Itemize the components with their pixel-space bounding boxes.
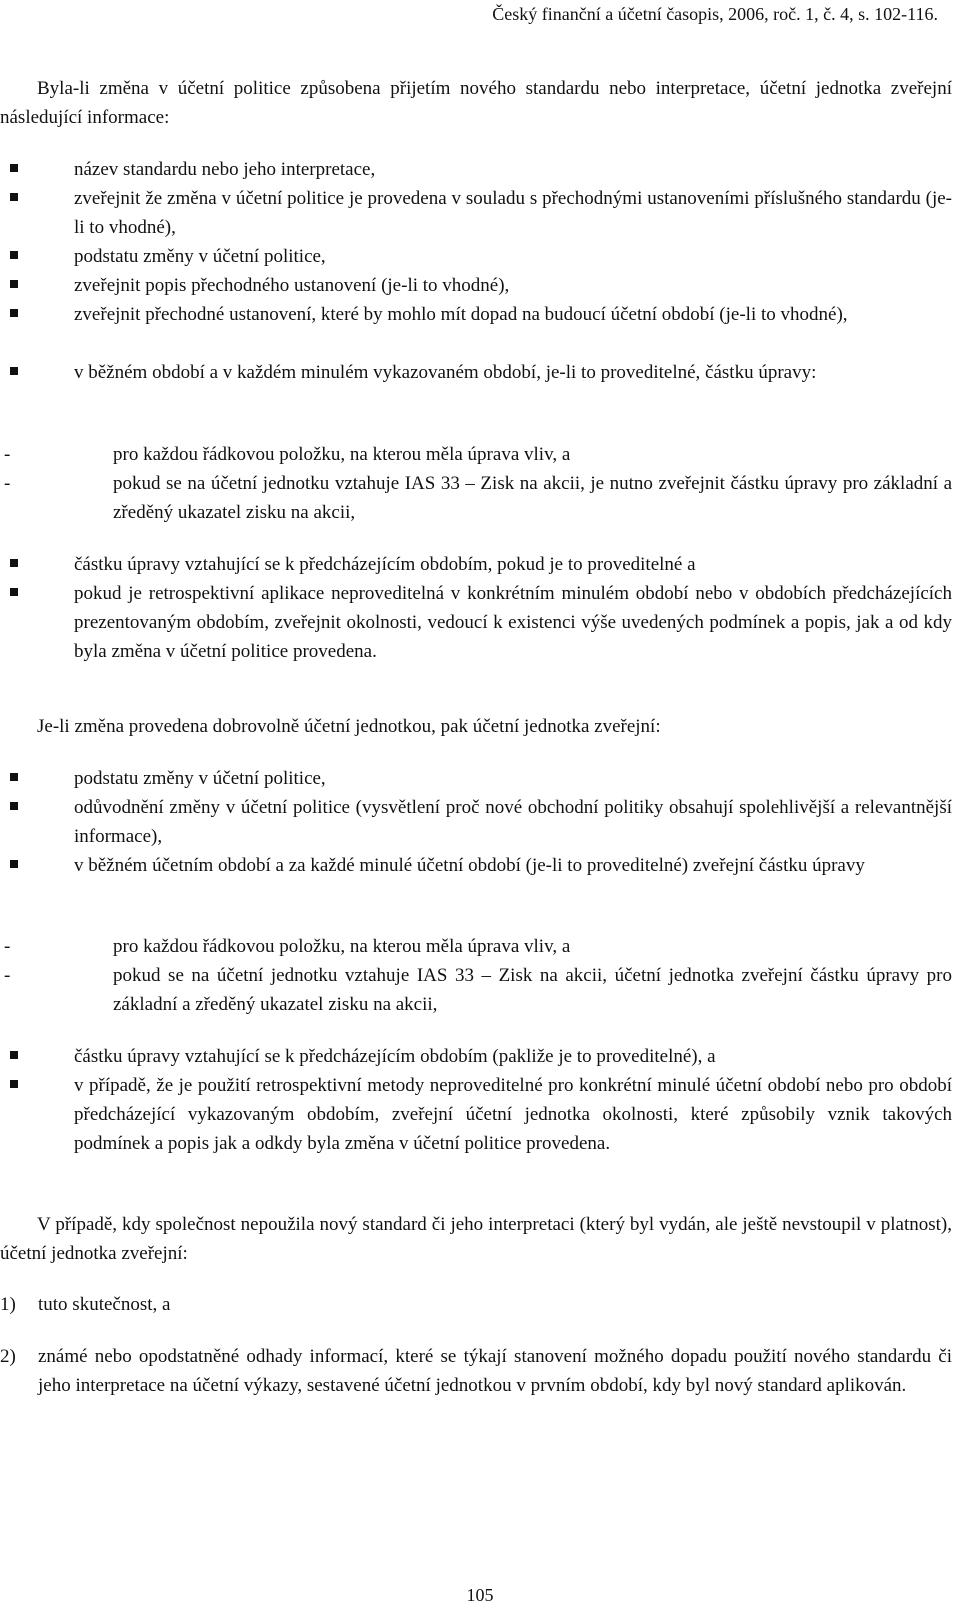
bullet-icon <box>10 559 20 569</box>
bullet-icon <box>10 280 20 290</box>
item-number: 1) <box>0 1294 16 1315</box>
bullet-icon <box>10 1080 20 1090</box>
list-item-text: zveřejnit popis přechodného ustanovení (je-li to vhodné), <box>74 275 510 296</box>
bullet-icon <box>10 309 20 319</box>
list-item-text: v běžném období a v každém minulém vykazovaném období, je-li to proveditelné, částku úpravy: <box>74 362 817 383</box>
sub-list-item <box>0 932 952 961</box>
sub-list-item <box>0 961 952 1019</box>
list-item <box>0 300 952 329</box>
bullet-icon <box>10 164 20 174</box>
list-item <box>0 1042 952 1071</box>
sub-list-item <box>0 440 952 469</box>
sub-list-item-text: pokud se na účetní jednotku vztahuje IAS 33 – Zisk na akcii, účetní jednotka zveřejní částku úpravy pro základní a zředěný ukazatel zisku na akcii, <box>113 965 952 1015</box>
list-item <box>0 242 952 271</box>
list-item-text: podstatu změny v účetní politice, <box>74 768 326 789</box>
sub-list-item-text: pro každou řádkovou položku, na kterou měla úprava vliv, a <box>113 444 571 465</box>
bullet-icon <box>10 1051 20 1061</box>
list-item-text: v běžném účetním období a za každé minulé účetní období (je-li to proveditelné) zveřejní částku úpravy <box>74 855 865 876</box>
dash-marker: - <box>4 965 11 986</box>
bullet-icon <box>10 367 20 377</box>
sub-list-item-text: pokud se na účetní jednotku vztahuje IAS 33 – Zisk na akcii, je nutno zveřejnit částku úpravy pro základní a zředěný ukazatel zisku na akcii, <box>113 473 952 523</box>
bullet-icon <box>10 251 20 261</box>
list-item <box>0 184 952 242</box>
bullet-icon <box>10 773 20 783</box>
list-item <box>0 764 952 793</box>
list-item <box>0 358 952 387</box>
numbered-item <box>0 1290 952 1319</box>
bullet-icon <box>10 588 20 598</box>
list-item <box>0 271 952 300</box>
list-item <box>0 1071 952 1158</box>
numbered-item-text: známé nebo opodstatněné odhady informací, které se týkají stanovení možného dopadu použití nového standardu či jeho interpretace na účetní výkazy, sestavené účetní jednotkou v prvním období, kdy byl nový standard aplikován. <box>38 1346 952 1396</box>
bullet-icon <box>10 860 20 870</box>
dash-marker: - <box>4 936 11 957</box>
list-item-text: částku úpravy vztahující se k předcházejícím obdobím (pakliže je to proveditelné), a <box>74 1046 716 1067</box>
bullet-icon <box>10 193 20 203</box>
intro-paragraph-standard: Byla-li změna v účetní politice způsobena přijetím nového standardu nebo interpretace, účetní jednotka zveřejní následující informace: <box>0 78 952 128</box>
journal-header: Český finanční a účetní časopis, 2006, roč. 1, č. 4, s. 102-116. <box>492 4 938 24</box>
intro-paragraph-voluntary: Je-li změna provedena dobrovolně účetní jednotkou, pak účetní jednotka zveřejní: <box>37 716 661 737</box>
list-item <box>0 793 952 851</box>
list-item-text: pokud je retrospektivní aplikace neproveditelná v konkrétním minulém období nebo v obdobích předcházejících prezentovaným obdobím, zveřejnit okolnosti, vedoucí k existenci výše uvedených podmínek a popis, jak a od kdy byla změna v účetní politice provedena. <box>74 583 952 662</box>
numbered-item <box>0 1342 952 1400</box>
bullet-icon <box>10 802 20 812</box>
list-item-text: zveřejnit že změna v účetní politice je provedena v souladu s přechodnými ustanoveními příslušného standardu (je-li to vhodné), <box>74 188 952 238</box>
list-item <box>0 851 952 880</box>
list-item-text: zveřejnit přechodné ustanovení, které by mohlo mít dopad na budoucí účetní období (je-li to vhodné), <box>74 304 848 325</box>
intro-paragraph-new-standard: V případě, kdy společnost nepoužila nový standard či jeho interpretaci (který byl vydán, ale ještě nevstoupil v platnost), účetní jednotka zveřejní: <box>0 1214 952 1264</box>
list-item-text: podstatu změny v účetní politice, <box>74 246 326 267</box>
list-item <box>0 550 952 579</box>
page-number: 105 <box>466 1585 494 1605</box>
list-item <box>0 155 952 184</box>
sub-list-item <box>0 469 952 527</box>
list-item <box>0 579 952 666</box>
numbered-item-text: tuto skutečnost, a <box>38 1294 171 1315</box>
list-item-text: odůvodnění změny v účetní politice (vysvětlení proč nové obchodní politiky obsahují spolehlivější a relevantnější informace), <box>74 797 952 847</box>
dash-marker: - <box>4 473 11 494</box>
sub-list-item-text: pro každou řádkovou položku, na kterou měla úprava vliv, a <box>113 936 571 957</box>
list-item-text: v případě, že je použití retrospektivní metody neproveditelné pro konkrétní minulé účetní období nebo pro období předcházející vykazovaným obdobím, zveřejní účetní jednotka okolnosti, které způsobily vznik takových podmínek a popis jak a odkdy byla změna v účetní politice provedena. <box>74 1075 952 1154</box>
list-item-text: název standardu nebo jeho interpretace, <box>74 159 376 180</box>
item-number: 2) <box>0 1346 16 1367</box>
dash-marker: - <box>4 444 11 465</box>
list-item-text: částku úpravy vztahující se k předcházejícím obdobím, pokud je to proveditelné a <box>74 554 696 575</box>
